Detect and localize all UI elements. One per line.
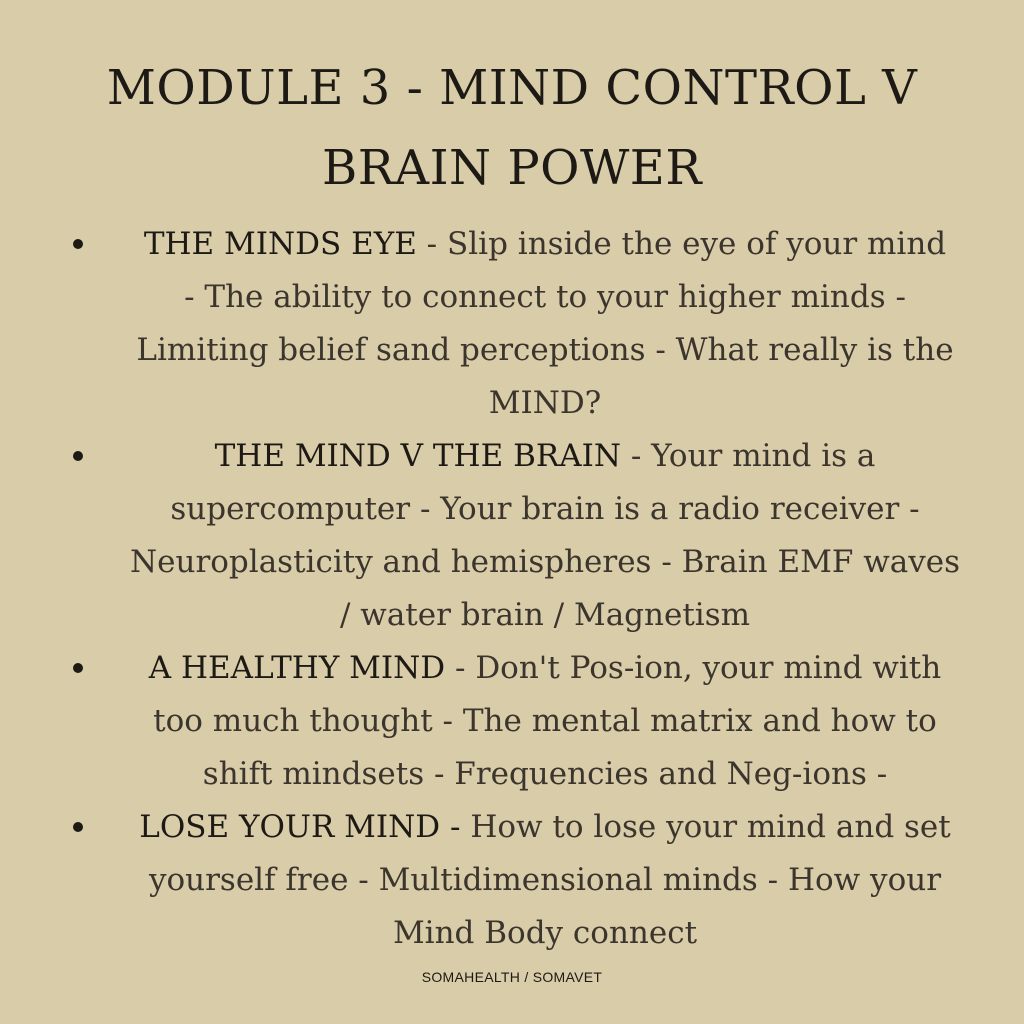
- bullet-dot-icon: [73, 451, 83, 461]
- topic-heading: THE MINDS EYE: [143, 226, 417, 262]
- bullet-dot-icon: [73, 663, 83, 673]
- topic-item-lose-your-mind: [0, 801, 1024, 960]
- topic-line: MIND?: [488, 385, 602, 421]
- bullet-dot-icon: [73, 822, 83, 832]
- topic-item-minds-eye: [0, 218, 1024, 430]
- topic-line: too much thought - The mental matrix and how to: [153, 703, 937, 739]
- topic-text: [104, 801, 986, 960]
- topic-line: [104, 642, 986, 695]
- bullet-dot-icon: [73, 239, 83, 249]
- page-title-line-2: BRAIN POWER: [322, 140, 702, 196]
- topic-line: [104, 801, 986, 854]
- topic-heading: A HEALTHY MIND: [148, 650, 446, 686]
- topic-heading: THE MIND V THE BRAIN: [214, 438, 621, 474]
- topic-list: [0, 218, 1024, 960]
- topic-line: / water brain / Magnetism: [339, 597, 751, 633]
- topic-line: Limiting belief sand perceptions - What really is the: [136, 332, 954, 368]
- topic-line: Neuroplasticity and hemispheres - Brain EMF waves: [130, 544, 960, 580]
- topic-line: [104, 218, 986, 271]
- topic-description: - Your mind is a: [620, 438, 876, 474]
- topic-text: [104, 218, 986, 430]
- topic-heading: LOSE YOUR MIND -: [139, 809, 461, 845]
- footer-brand: SOMAHEALTH / SOMAVET: [421, 969, 603, 985]
- topic-text: [104, 642, 986, 801]
- topic-description: - Slip inside the eye of your mind: [416, 226, 947, 262]
- topic-line: shift mindsets - Frequencies and Neg-ions -: [202, 756, 888, 792]
- topic-description: - Don't Pos-ion, your mind with: [445, 650, 942, 686]
- topic-line: - The ability to connect to your higher minds -: [184, 279, 906, 315]
- topic-item-mind-v-brain: [0, 430, 1024, 642]
- page-title-line-1: MODULE 3 - MIND CONTROL V: [106, 60, 918, 116]
- topic-description: How to lose your mind and set: [460, 809, 951, 845]
- topic-text: [104, 430, 986, 642]
- topic-line: [104, 430, 986, 483]
- page-title: [50, 48, 974, 208]
- topic-line: yourself free - Multidimensional minds - How your: [148, 862, 942, 898]
- topic-line: supercomputer - Your brain is a radio receiver -: [170, 491, 920, 527]
- topic-line: Mind Body connect: [392, 915, 698, 951]
- topic-item-healthy-mind: [0, 642, 1024, 801]
